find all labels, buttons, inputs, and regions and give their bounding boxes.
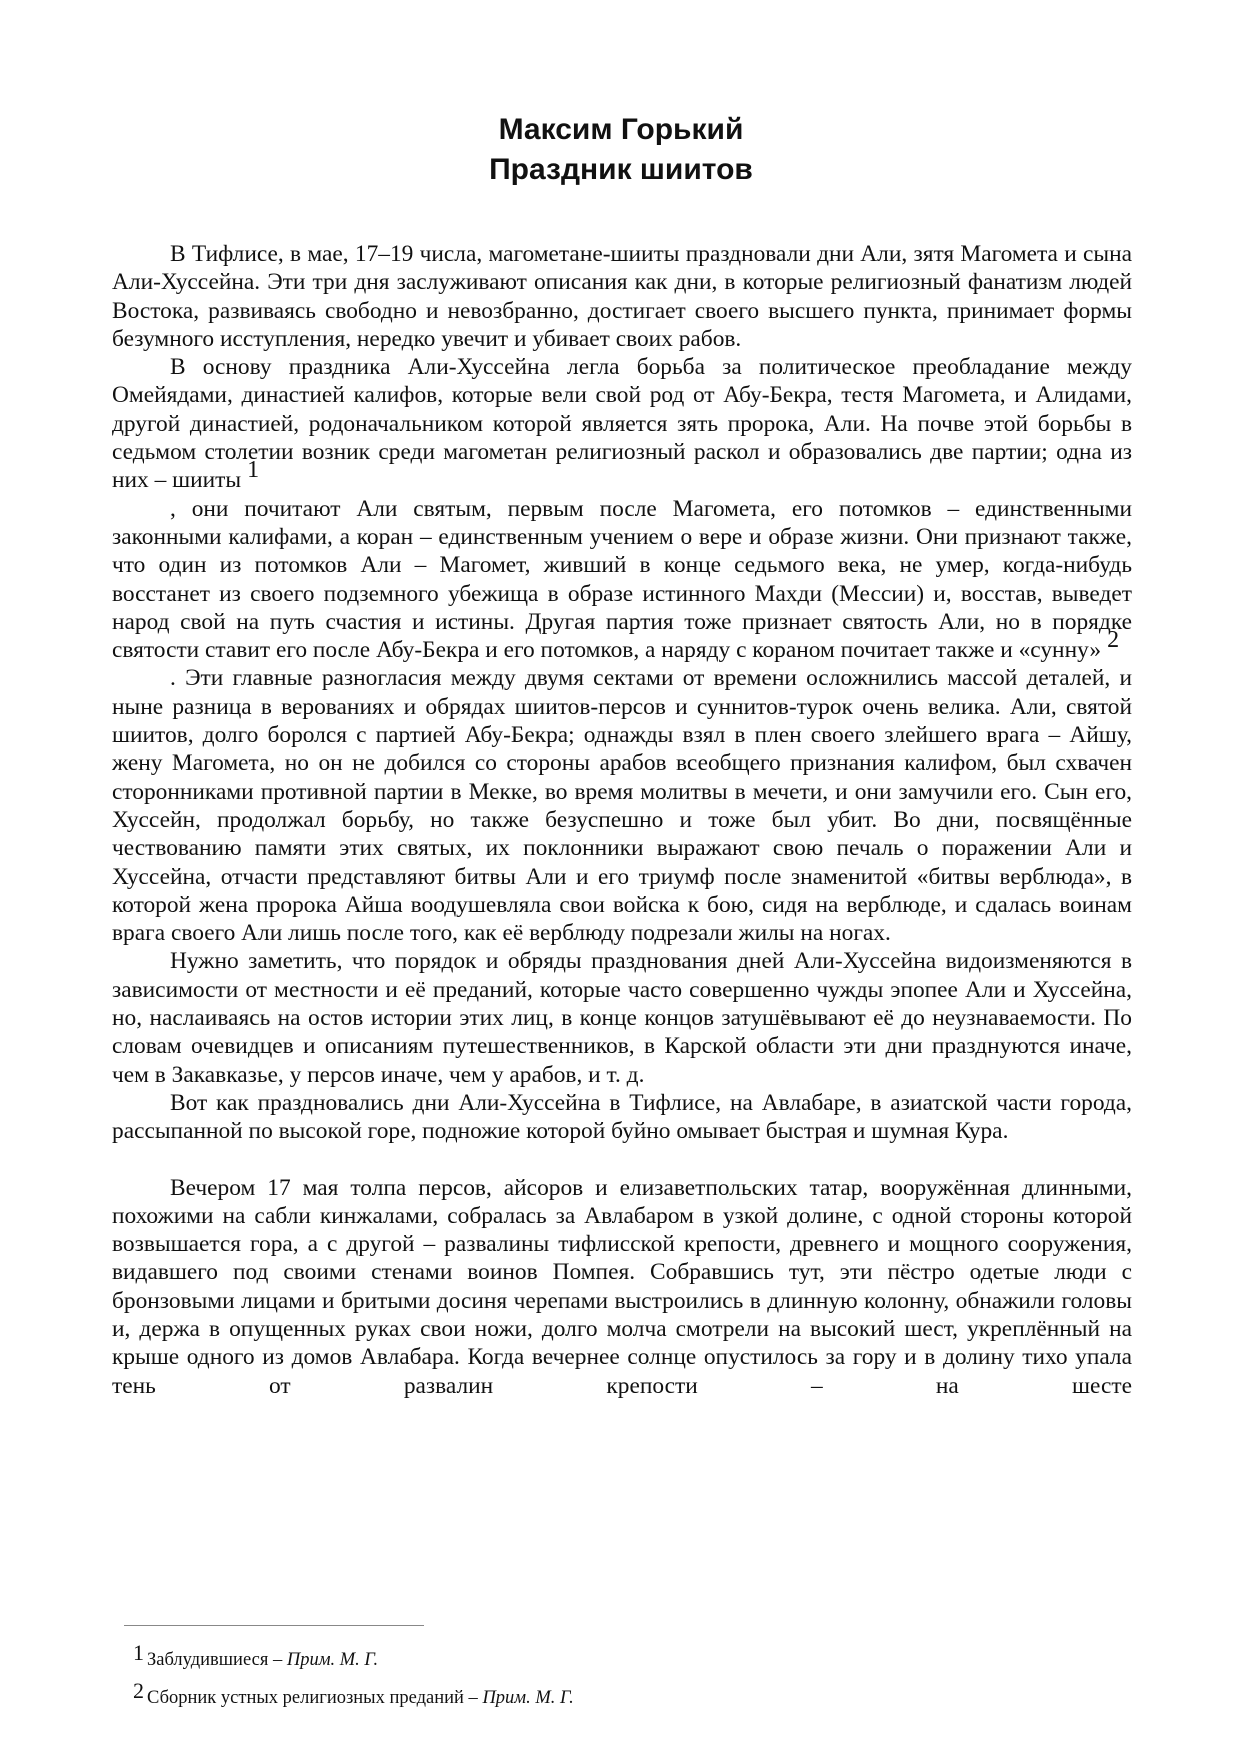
footnote-attribution: Прим. М. Г. xyxy=(482,1688,574,1708)
footnote-attribution: Прим. М. Г. xyxy=(286,1650,379,1670)
paragraph xyxy=(112,1174,1132,1400)
paragraph-text: , они почитают Али святым, первым после Магомета, его потомков – единственными законными калифами, а коран – единственным учением о вере и образе жизни. Они признают также, что один из потомков Али – Магомет, живший в конце седьмого века, не умер, когда-нибудь восстанет из своего подземного убежища в образе истинного Махди (Мессии) и, восстав, выведет народ свой на путь счастия и истины. Другая партия тоже признает святость Али, но в порядке святости ставит его после Абу-Бекра и его потомков, а наряду с кораном почитает также и «сунну» xyxy=(112,495,1132,664)
footnote-number: 1 xyxy=(133,1640,144,1665)
footnote-marker[interactable]: 2 xyxy=(1107,627,1120,654)
paragraph-text: . Эти главные разногласия между двумя сектами от времени осложнились массой деталей, и ныне разница в верованиях и обрядах шиитов-персов и суннитов-турок очень велика. Али, святой шиитов, долго боролся с партией Абу-Бекра; однажды взял в плен своего злейшего врага – Айшу, жену Магомета, но он не добился со стороны арабов всеобщего признания калифом, был схвачен сторонниками противной партии в Мекке, во время молитвы в мечети, и они замучили его. Сын его, Хуссейн, продолжал борьбу, но также безуспешно и тоже был убит. Во дни, посвящённые чествованию памяти этих святых, их поклонники выражают свою печаль о поражении Али и Хуссейна, отчасти представляют битвы Али и его триумф после знаменитой «битвы верблюда», в которой жена пророка Айша воодушевляла свои войска к бою, сидя на верблюде, и сдалась воинам врага своего Али лишь после того, как её верблюду подрезали жилы на ногах. xyxy=(112,665,1132,947)
paragraph xyxy=(112,495,1132,665)
footnote-marker[interactable]: 1 xyxy=(247,457,260,484)
paragraph xyxy=(112,240,1132,353)
paragraph-text: Вот как праздновались дни Али-Хуссейна в Тифлисе, на Авлабаре, в азиатской части города, рассыпанной по высокой горе, подножие которой буйно омывает быстрая и шумная Кура. xyxy=(112,1089,1132,1145)
paragraph-text: В Тифлисе, в мае, 17–19 числа, магометане-шииты праздновали дни Али, зятя Магомета и сына Али-Хуссейна. Эти три дня заслуживают описания как дни, в которые религиозный фанатизм людей Востока, развиваясь свободно и невозбранно, достигает своего высшего пункта, принимает формы безумного исступления, нередко увечит и убивает своих рабов. xyxy=(112,241,1132,352)
paragraph xyxy=(112,947,1132,1088)
paragraph xyxy=(112,353,1132,494)
footnote-divider xyxy=(124,1625,424,1626)
paragraph-text: Нужно заметить, что порядок и обряды празднования дней Али-Хуссейна видоизменяются в зависимости от местности и её преданий, которые часто совершенно чужды эпопее Али и Хуссейна, но, наслаиваясь на остов истории этих лиц, в конце концов затушёвывают её до неузнаваемости. По словам очевидцев и описаниям путешественников, в Карской области эти дни празднуются иначе, чем в Закавказье, у персов иначе, чем у арабов, и т. д. xyxy=(112,948,1132,1088)
paragraph xyxy=(112,664,1132,947)
footnote-text: Сборник устных религиозных преданий – xyxy=(147,1688,483,1708)
footnote xyxy=(133,1678,1033,1716)
footnote xyxy=(133,1640,1033,1678)
title-block xyxy=(0,110,1242,190)
footnote-number: 2 xyxy=(133,1678,144,1703)
paragraph-text: Вечером 17 мая толпа персов, айсоров и елизаветпольских татар, вооружённая длинными, похожими на сабли кинжалами, собралась за Авлабаром в узкой долине, с одной стороны которой возвышается гора, а с другой – развалины тифлисской крепости, древнего и мощного сооружения, видавшего под своими стенами воинов Помпея. Собравшись тут, эти пёстро одетые люди с бронзовыми лицами и бритыми досиня черепами выстроились в длинную колонну, обнажили головы и, держа в опущенных руках свои ножи, долго молча смотрели на высокий шест, укреплённый на крыше одного из домов Авлабара. Когда вечернее солнце опустилось за гору и в долину тихо упала тень от развалин крепости – на шесте xyxy=(112,1174,1132,1399)
body-text xyxy=(112,240,1132,1400)
paragraph xyxy=(112,1089,1132,1146)
footnotes xyxy=(133,1640,1033,1716)
document-title: Праздник шиитов xyxy=(489,153,753,186)
author-name: Максим Горький xyxy=(498,113,744,146)
paragraph-text: В основу праздника Али-Хуссейна легла борьба за политическое преобладание между Омейядами, династией калифов, которые вели свой род от Абу-Бекра, тестя Магомета, и Алидами, другой династией, родоначальником которой является зять пророка, Али. На почве этой борьбы в седьмом столетии возник среди магометан религиозный раскол и образовались две партии; одна из них – шииты xyxy=(112,354,1132,494)
footnote-text: Заблудившиеся – xyxy=(147,1650,287,1670)
